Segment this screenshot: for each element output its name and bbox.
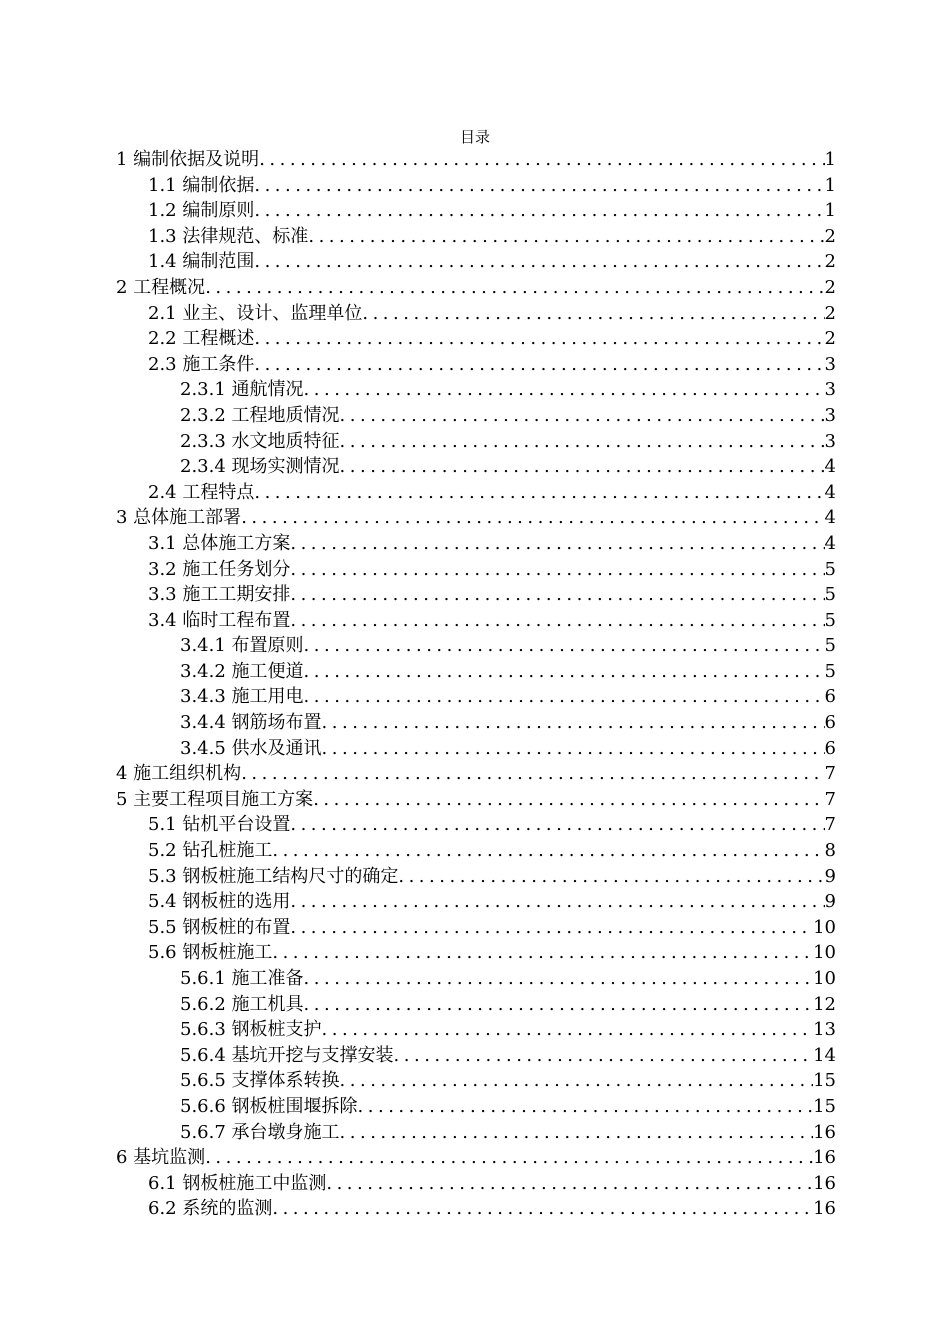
toc-entry[interactable] xyxy=(116,633,836,659)
toc-entry-page-number: 7 xyxy=(824,763,836,785)
toc-dot-leader xyxy=(290,582,824,608)
toc-entry[interactable] xyxy=(116,940,836,966)
toc-entry-page-number: 6 xyxy=(824,737,836,759)
toc-entry[interactable] xyxy=(116,480,836,506)
toc-entry[interactable] xyxy=(116,326,836,352)
toc-dot-leader xyxy=(340,454,825,480)
toc-dot-leader xyxy=(304,992,814,1018)
toc-entry-page-number: 10 xyxy=(813,968,836,989)
toc-dot-leader xyxy=(290,812,824,838)
toc-entry-page-number: 3 xyxy=(824,430,836,452)
toc-dot-leader xyxy=(340,403,825,429)
toc-entry[interactable] xyxy=(116,377,836,403)
toc-entry-label: 5 主要工程项目施工方案 xyxy=(116,788,314,810)
toc-entry-label: 2.4 工程特点 xyxy=(148,481,255,503)
toc-dot-leader xyxy=(398,864,824,890)
toc-entry-label: 2.3.4 现场实测情况 xyxy=(180,456,340,478)
toc-dot-leader xyxy=(290,915,813,941)
toc-entry[interactable] xyxy=(116,889,836,915)
toc-entry[interactable] xyxy=(116,684,836,710)
toc-entry-page-number: 9 xyxy=(824,891,836,913)
toc-entry-page-number: 7 xyxy=(824,788,836,810)
toc-entry[interactable] xyxy=(116,403,836,429)
toc-entry-page-number: 16 xyxy=(813,1121,836,1143)
toc-entry[interactable] xyxy=(116,557,836,583)
toc-entry-label: 5.6.3 钢板桩支护 xyxy=(180,1019,322,1041)
toc-entry-label: 5.2 钻孔桩施工 xyxy=(148,840,273,862)
toc-entry-label: 5.6.2 施工机具 xyxy=(180,993,304,1015)
toc-entry-label: 2.3 施工条件 xyxy=(148,353,255,375)
toc-entry-label: 1.4 编制范围 xyxy=(148,251,255,273)
toc-dot-leader xyxy=(394,1043,814,1069)
toc-dot-leader xyxy=(254,326,824,352)
toc-entry-page-number: 16 xyxy=(813,1198,836,1220)
toc-entry[interactable] xyxy=(116,761,836,787)
toc-entry-page-number: 10 xyxy=(813,942,836,964)
toc-entry-page-number: 2 xyxy=(824,225,836,247)
toc-entry-label: 2.3.3 水文地质特征 xyxy=(180,430,340,452)
toc-entry[interactable] xyxy=(116,531,836,557)
toc-entry[interactable] xyxy=(116,173,836,199)
toc-entry-label: 1.2 编制原则 xyxy=(148,200,255,222)
toc-entry[interactable] xyxy=(116,582,836,608)
toc-dot-leader xyxy=(304,684,825,710)
toc-entry[interactable] xyxy=(116,915,836,941)
toc-entry[interactable] xyxy=(116,147,836,173)
toc-entry-page-number: 2 xyxy=(824,276,836,298)
toc-dot-leader xyxy=(340,1120,814,1146)
toc-dot-leader xyxy=(304,966,814,992)
toc-dot-leader xyxy=(254,480,824,506)
toc-entry-page-number: 9 xyxy=(824,865,836,887)
toc-entry-label: 3.4 临时工程布置 xyxy=(148,609,291,631)
toc-entry-label: 4 施工组织机构 xyxy=(116,763,242,785)
toc-entry[interactable] xyxy=(116,966,836,992)
toc-dot-leader xyxy=(304,659,825,685)
toc-entry-page-number: 13 xyxy=(813,1019,836,1041)
toc-dot-leader xyxy=(254,173,824,199)
toc-entry-label: 1 编制依据及说明 xyxy=(116,149,260,170)
toc-dot-leader xyxy=(322,736,825,762)
toc-dot-leader xyxy=(254,198,824,224)
toc-dot-leader xyxy=(254,352,824,378)
toc-list xyxy=(116,147,836,1222)
toc-entry-label: 2.1 业主、设计、监理单位 xyxy=(148,302,363,324)
toc-entry[interactable] xyxy=(116,812,836,838)
toc-dot-leader xyxy=(304,633,825,659)
toc-entry[interactable] xyxy=(116,505,836,531)
toc-entry-page-number: 8 xyxy=(824,840,836,862)
toc-entry-page-number: 3 xyxy=(824,379,836,401)
toc-entry-label: 5.6.1 施工准备 xyxy=(180,968,304,989)
toc-entry-label: 5.1 钻机平台设置 xyxy=(148,814,291,836)
toc-dot-leader xyxy=(326,1171,813,1197)
toc-entry-label: 2.3.1 通航情况 xyxy=(180,379,304,401)
toc-entry-page-number: 14 xyxy=(813,1044,836,1066)
toc-entry[interactable] xyxy=(116,352,836,378)
toc-entry[interactable] xyxy=(116,1120,836,1146)
toc-entry-label: 3.4.4 钢筋场布置 xyxy=(180,712,322,734)
toc-entry-label: 3.2 施工任务划分 xyxy=(148,558,291,580)
toc-entry-page-number: 7 xyxy=(824,814,836,836)
toc-entry[interactable] xyxy=(116,1171,836,1197)
toc-dot-leader xyxy=(272,940,813,966)
toc-entry-page-number: 2 xyxy=(824,251,836,273)
toc-entry[interactable] xyxy=(116,736,836,762)
toc-entry[interactable] xyxy=(116,864,836,890)
toc-entry-label: 3.1 总体施工方案 xyxy=(148,532,291,554)
toc-entry-page-number: 5 xyxy=(824,584,836,606)
toc-entry-page-number: 2 xyxy=(824,328,836,350)
toc-entry[interactable] xyxy=(116,301,836,327)
toc-dot-leader xyxy=(304,377,825,403)
toc-entry-page-number: 6 xyxy=(824,712,836,734)
toc-entry-label: 6.2 系统的监测 xyxy=(148,1198,273,1220)
toc-dot-leader xyxy=(290,889,824,915)
toc-entry-page-number: 15 xyxy=(813,1070,836,1092)
toc-entry-label: 1.1 编制依据 xyxy=(148,174,255,196)
toc-entry-page-number: 16 xyxy=(813,1172,836,1194)
toc-entry[interactable] xyxy=(116,1017,836,1043)
toc-dot-leader xyxy=(205,1145,813,1171)
toc-entry-label: 3 总体施工部署 xyxy=(116,507,242,529)
toc-entry-page-number: 1 xyxy=(824,200,836,222)
toc-entry-label: 5.4 钢板桩的选用 xyxy=(148,891,291,913)
toc-entry-label: 1.3 法律规范、标准 xyxy=(148,225,309,247)
toc-entry[interactable] xyxy=(116,454,836,480)
toc-entry-page-number: 4 xyxy=(824,481,836,503)
toc-entry-label: 5.3 钢板桩施工结构尺寸的确定 xyxy=(148,865,399,887)
toc-entry[interactable] xyxy=(116,1196,836,1222)
toc-entry[interactable] xyxy=(116,429,836,455)
toc-entry-label: 5.6 钢板桩施工 xyxy=(148,942,273,964)
toc-entry-label: 5.6.5 支撑体系转换 xyxy=(180,1070,340,1092)
toc-entry[interactable] xyxy=(116,249,836,275)
toc-entry-page-number: 5 xyxy=(824,635,836,657)
toc-entry[interactable] xyxy=(116,198,836,224)
toc-dot-leader xyxy=(272,1196,813,1222)
toc-entry[interactable] xyxy=(116,838,836,864)
toc-dot-leader xyxy=(340,429,825,455)
toc-dot-leader xyxy=(340,1068,814,1094)
toc-entry-page-number: 12 xyxy=(813,993,836,1015)
toc-entry-page-number: 15 xyxy=(813,1095,836,1117)
toc-entry[interactable] xyxy=(116,224,836,250)
toc-entry-label: 5.5 钢板桩的布置 xyxy=(148,916,291,938)
toc-dot-leader xyxy=(362,301,824,327)
toc-entry-page-number: 16 xyxy=(813,1147,836,1169)
toc-entry[interactable] xyxy=(116,659,836,685)
toc-dot-leader xyxy=(313,787,824,813)
toc-entry-page-number: 2 xyxy=(824,302,836,324)
toc-entry-page-number: 6 xyxy=(824,686,836,708)
toc-entry-page-number: 4 xyxy=(824,507,836,529)
toc-entry-page-number: 1 xyxy=(824,149,836,170)
toc-entry-page-number: 3 xyxy=(824,353,836,375)
toc-entry-page-number: 4 xyxy=(824,456,836,478)
toc-entry[interactable] xyxy=(116,710,836,736)
toc-entry-label: 6 基坑监测 xyxy=(116,1147,206,1169)
toc-entry-page-number: 5 xyxy=(824,660,836,682)
toc-entry-label: 2 工程概况 xyxy=(116,276,206,298)
toc-entry-label: 5.6.6 钢板桩围堰拆除 xyxy=(180,1095,358,1117)
toc-entry[interactable] xyxy=(116,608,836,634)
toc-dot-leader xyxy=(272,838,824,864)
toc-entry[interactable] xyxy=(116,787,836,813)
toc-dot-leader xyxy=(259,147,824,173)
toc-entry[interactable] xyxy=(116,275,836,301)
toc-entry-label: 3.3 施工工期安排 xyxy=(148,584,291,606)
toc-title: 目录 xyxy=(459,128,490,146)
toc-dot-leader xyxy=(358,1094,814,1120)
toc-entry-label: 5.6.7 承台墩身施工 xyxy=(180,1121,340,1143)
toc-entry[interactable] xyxy=(116,1043,836,1069)
toc-entry-page-number: 1 xyxy=(824,174,836,196)
toc-entry-page-number: 5 xyxy=(824,609,836,631)
toc-dot-leader xyxy=(322,1017,814,1043)
toc-entry-page-number: 3 xyxy=(824,404,836,426)
toc-dot-leader xyxy=(290,557,824,583)
toc-entry-page-number: 10 xyxy=(813,916,836,938)
toc-entry-page-number: 5 xyxy=(824,558,836,580)
toc-entry[interactable] xyxy=(116,1145,836,1171)
toc-dot-leader xyxy=(290,608,824,634)
toc-entry-label: 6.1 钢板桩施工中监测 xyxy=(148,1172,327,1194)
toc-dot-leader xyxy=(205,275,824,301)
toc-entry-label: 3.4.1 布置原则 xyxy=(180,635,304,657)
toc-entry-label: 5.6.4 基坑开挖与支撑安装 xyxy=(180,1044,394,1066)
toc-entry[interactable] xyxy=(116,992,836,1018)
toc-dot-leader xyxy=(241,761,824,787)
toc-entry-page-number: 4 xyxy=(824,532,836,554)
toc-entry[interactable] xyxy=(116,1094,836,1120)
toc-entry-label: 2.3.2 工程地质情况 xyxy=(180,404,340,426)
toc-entry-label: 3.4.3 施工用电 xyxy=(180,686,304,708)
toc-dot-leader xyxy=(322,710,825,736)
toc-dot-leader xyxy=(241,505,824,531)
toc-dot-leader xyxy=(308,224,824,250)
toc-entry-label: 3.4.5 供水及通讯 xyxy=(180,737,322,759)
toc-entry[interactable] xyxy=(116,1068,836,1094)
toc-dot-leader xyxy=(254,249,824,275)
toc-entry-label: 2.2 工程概述 xyxy=(148,328,255,350)
toc-entry-label: 3.4.2 施工便道 xyxy=(180,660,304,682)
toc-dot-leader xyxy=(290,531,824,557)
